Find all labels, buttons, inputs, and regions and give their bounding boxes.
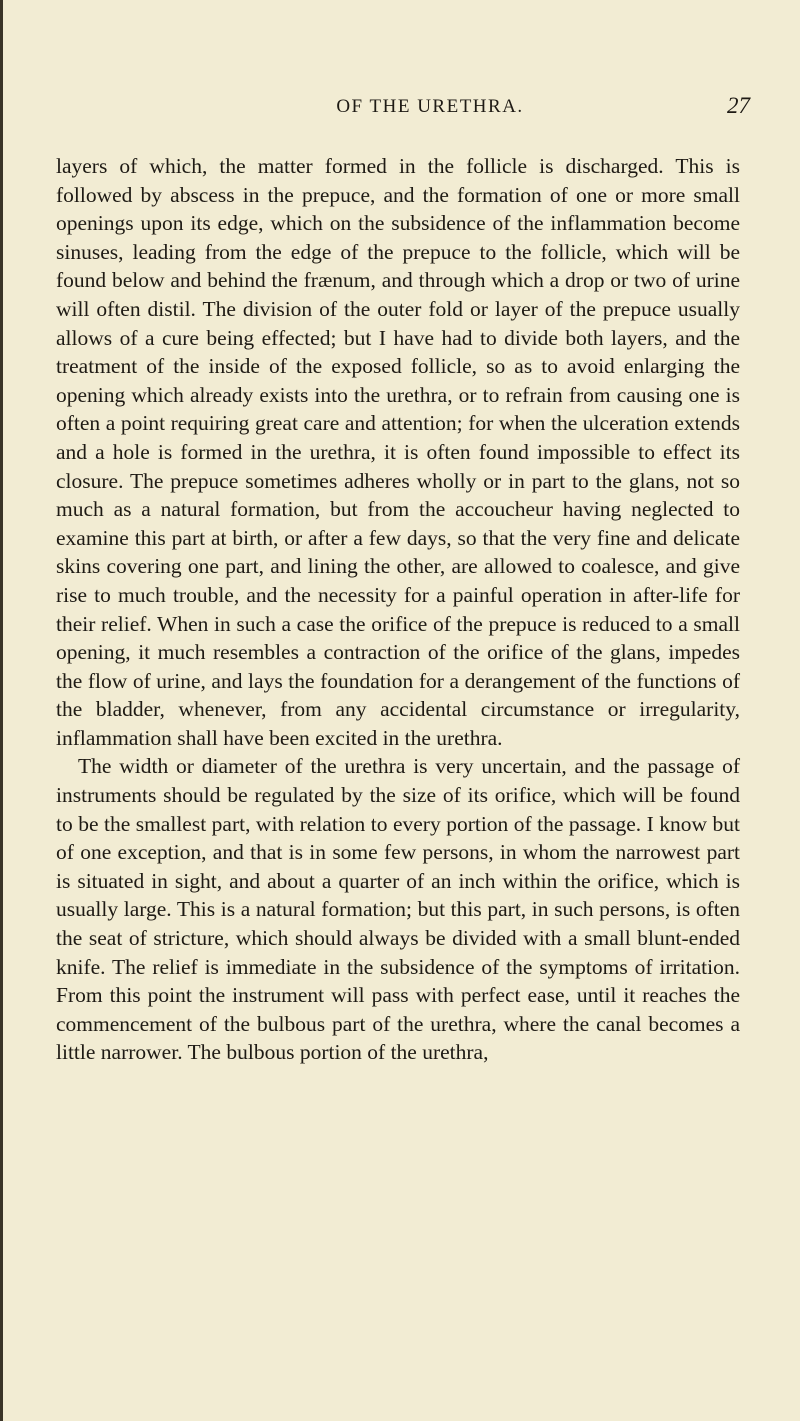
body-text [56,152,740,1067]
paragraph: The width or diameter of the urethra is very uncertain, and the passage of instruments should be regulated by the size of its orifice, which will be found to be the smallest part, with relation to every portion of the passage. I know but of one exception, and that is in some few persons, in whom the narrowest part is situated in sight, and about a quarter of an inch within the orifice, which is usually large. This is a natural formation; but this part, in such persons, is often the seat of stricture, which should always be divided with a small blunt-ended knife. The relief is immediate in the subsidence of the symptoms of irritation. From this point the instrument will pass with perfect ease, until it reaches the commencement of the bulbous part of the urethra, where the canal becomes a little narrower. The bulbous portion of the urethra, [56,754,740,1065]
page-edge [0,0,3,1421]
paragraph: layers of which, the matter formed in the follicle is discharged. This is followed by abscess in the prepuce, and the formation of one or more small openings upon its edge, which on the subsidence of the inflammation become sinuses, leading from the edge of the prepuce to the follicle, which will be found below and behind the frænum, and through which a drop or two of urine will often distil. The division of the outer fold or layer of the prepuce usually allows of a cure being effected; but I have had to divide both layers, and the treatment of the inside of the exposed follicle, so as to avoid enlarging the opening which already exists into the urethra, or to refrain from causing one is often a point requiring great care and attention; for when the ulceration extends and a hole is formed in the urethra, it is often found impossible to effect its closure. The prepuce sometimes adheres wholly or in part to the glans, not so much as a natural formation, but from the accoucheur having neglected to examine this part at birth, or after a few days, so that the very fine and delicate skins covering one part, and lining the other, are allowed to coalesce, and give rise to much trouble, and the necessity for a painful operation in after-life for their relief. When in such a case the orifice of the prepuce is reduced to a small opening, it much resembles a contraction of the orifice of the glans, impedes the flow of urine, and lays the foundation for a derangement of the functions of the bladder, whenever, from any accidental circumstance or irregularity, inflammation shall have been excited in the urethra. [56,154,740,750]
page-number: 27 [727,93,750,118]
running-head: OF THE URETHRA. [336,96,524,117]
page-header [110,93,750,126]
